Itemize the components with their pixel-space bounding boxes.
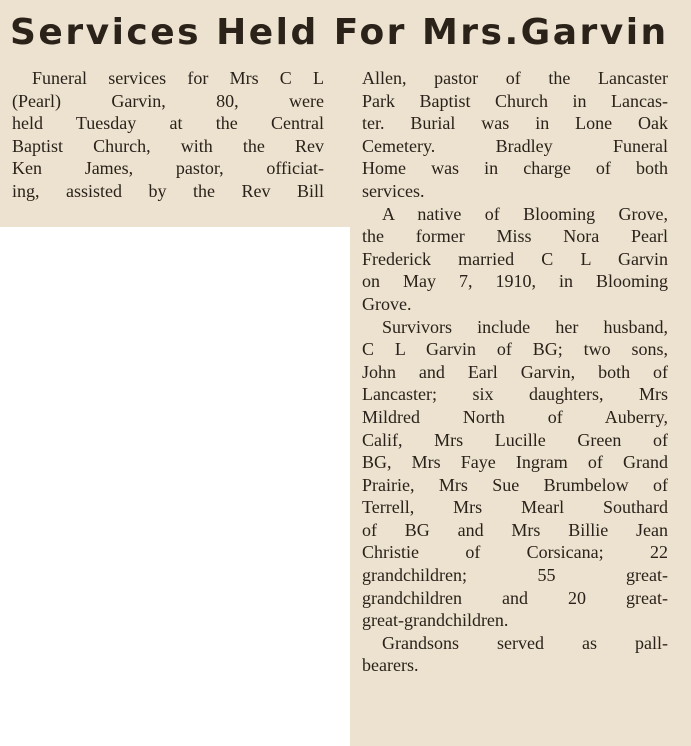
text-line: John and Earl Garvin, both of xyxy=(362,361,668,382)
text-line: held Tuesday at the Central xyxy=(12,113,324,134)
text-line: great-grandchildren. xyxy=(362,610,509,631)
text-line: of BG and Mrs Billie Jean xyxy=(362,519,668,540)
article-column-right xyxy=(362,67,668,677)
text-line: Allen, pastor of the Lancaster xyxy=(362,68,668,88)
text-line: Home was in charge of both xyxy=(362,158,668,179)
text-line: Lancaster; six daughters, Mrs xyxy=(362,384,668,405)
article-column-left xyxy=(12,67,324,203)
text-line: (Pearl) Garvin, 80, were xyxy=(12,90,324,111)
text-line: Christie of Corsicana; 22 xyxy=(362,542,668,563)
text-line: on May 7, 1910, in Blooming xyxy=(362,271,668,292)
text-line: Grove. xyxy=(362,293,412,314)
text-line: Cemetery. Bradley Funeral xyxy=(362,135,668,156)
text-line: Survivors include her husband, xyxy=(382,316,668,337)
text-line: Calif, Mrs Lucille Green of xyxy=(362,429,668,450)
text-line: BG, Mrs Faye Ingram of Grand xyxy=(362,452,668,473)
text-line: services. xyxy=(362,180,425,201)
text-line: Terrell, Mrs Mearl Southard xyxy=(362,497,668,518)
text-line: C L Garvin of BG; two sons, xyxy=(362,339,668,360)
text-line: Ken James, pastor, officiat- xyxy=(12,158,324,179)
text-line: Park Baptist Church in Lancas- xyxy=(362,90,668,111)
text-line: grandchildren and 20 great- xyxy=(362,587,668,608)
text-line: Baptist Church, with the Rev xyxy=(12,135,324,156)
text-line: the former Miss Nora Pearl xyxy=(362,226,668,247)
text-line: Frederick married C L Garvin xyxy=(362,248,668,269)
text-line: Grandsons served as pall- xyxy=(382,632,668,653)
headline: Services Held For Mrs.Garvin xyxy=(10,12,669,53)
text-line: ter. Burial was in Lone Oak xyxy=(362,113,668,134)
text-line: bearers. xyxy=(362,655,419,676)
text-line: ing, assisted by the Rev Bill xyxy=(12,180,324,201)
text-line: Mildred North of Auberry, xyxy=(362,406,668,427)
text-line: A native of Blooming Grove, xyxy=(382,203,668,224)
text-line: Prairie, Mrs Sue Brumbelow of xyxy=(362,474,668,495)
text-line: grandchildren; 55 great- xyxy=(362,565,668,586)
text-line: Funeral services for Mrs C L xyxy=(32,68,324,88)
